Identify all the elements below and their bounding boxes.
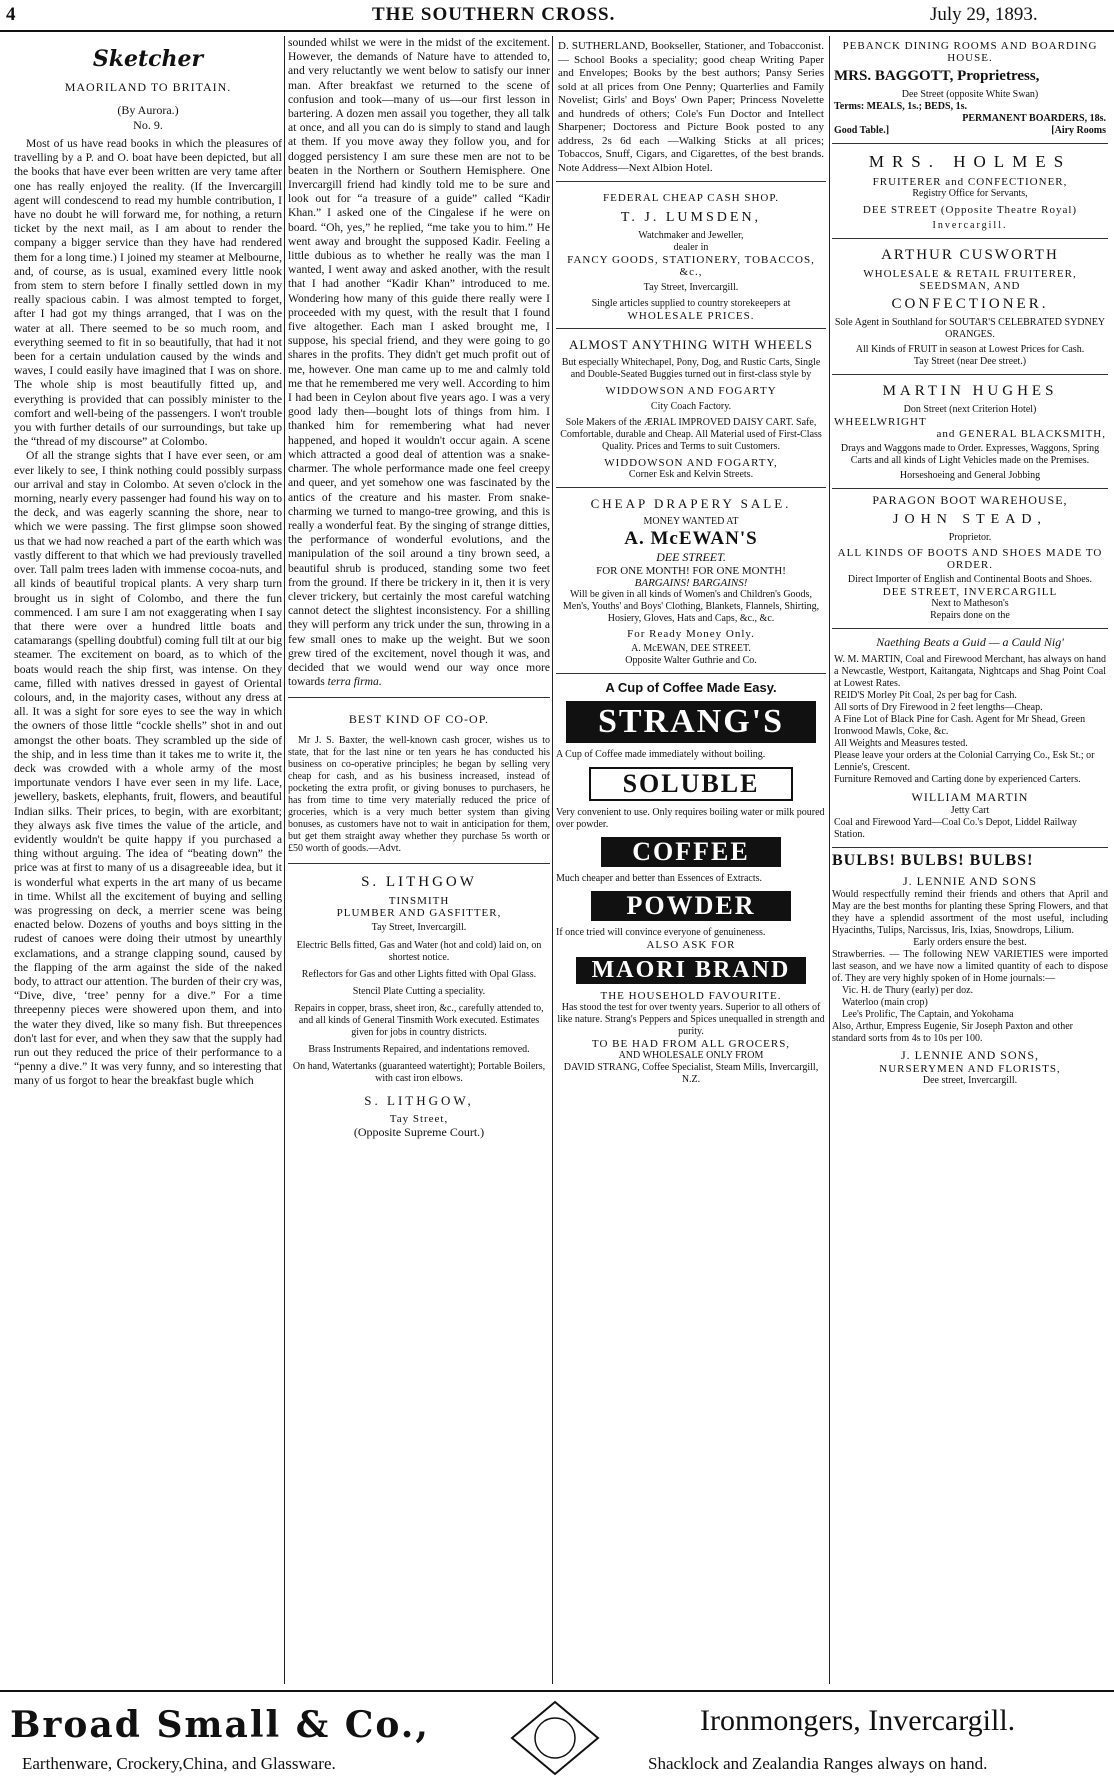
david-strang: DAVID STRANG, Coffee Specialist, Steam Mills, Invercargill, N.Z.	[563, 1062, 819, 1085]
cusworth-name: ARTHUR CUSWORTH	[881, 247, 1059, 263]
naething-heading: Naething Beats a Guid — a Cauld Nig'	[876, 635, 1064, 649]
stead-repairs: Repairs done on the	[930, 610, 1010, 621]
hughes-address: Don Street (next Criterion Hotel)	[903, 404, 1037, 415]
lumsden-prices: WHOLESALE PRICES.	[627, 310, 755, 322]
hughes-trade: WHEELWRIGHT	[834, 416, 927, 428]
jetty-cart: Jetty Cart	[950, 805, 990, 816]
coffee-line: Very convenient to use. Only requires boiling water or milk poured over powder.	[556, 807, 825, 830]
lithgow-line: Stencil Plate Cutting a speciality.	[352, 986, 486, 998]
dee-street: DEE STREET.	[656, 550, 726, 564]
mcewan-name: A. McEWAN'S	[624, 528, 758, 549]
baggott-name: MRS. BAGGOTT, Proprietress,	[834, 68, 1040, 84]
article-number: No. 9.	[133, 118, 163, 132]
early-orders: Early orders ensure the best.	[913, 937, 1027, 948]
widdowson-advert	[556, 329, 826, 488]
column-rule	[829, 36, 830, 1684]
earthenware-line: Earthenware, Crockery,China, and Glassware.	[22, 1754, 336, 1773]
issue-date: July 29, 1893.	[930, 4, 1038, 25]
baggott-terms: Terms: MEALS, 1s.; BEDS, 1s.	[834, 101, 967, 112]
column-2	[288, 36, 550, 1684]
widdowson-text: Sole Makers of the ÆRIAL IMPROVED DAISY CART. Safe, Comfortable, durable and Cheap. All Material used of First-Class Quality. Prices and Terms to suit Customers.	[560, 417, 822, 452]
lithgow-opposite: (Opposite Supreme Court.)	[353, 1125, 485, 1140]
coal-yard: Coal and Firewood Yard—Coal Co.'s Depot, Liddel Railway Station.	[834, 817, 1077, 840]
lennie-text: Would respectfully remind their friends and others that April and May are the best months for planting these Spring Flowers, and that they have a splendid assortment of the most useful, including Hyacinths, Tulips, Narcissus, Iris, Ixias, Snowdrops, Lilium.	[832, 889, 1108, 936]
holmes-registry: Registry Office for Servants,	[912, 188, 1028, 199]
article-paragraph: Most of us have read books in which the pleasures of travelling by a P. and O. boat have been depicted, but all the books that have ever been written are very tame after one has really enjoyed the reality. (If the Invercargill agent will condescend to read my humble contribution, I have no doubt he will forward me, for nothing, a return ticket by the next mail, as I am about to render the company a bigger service than they have had rendered them for a long time.) I joined my steamer at Melbourne, and, of course, as is usual, examined every little nook from stem to stern before I finally settled down in my really spacious cabin. I was almost tempted to forget, after I had got my things arranged, that I was on the water at all. There seemed to be so much room, and everything seemed to fit in so beautifully, that had it not been for a certain undulation caused by the winds and waves, I could easily have imagined that I was on shore. The whole ship is most beautifully fitted up, and everything is provided that can possibly minister to the comfort and well-being of the passengers. I won't trouble you with further details of our surroundings, but take up the “thread of my discourse” at Colombo.	[14, 137, 282, 449]
also-ask: ALSO ASK FOR	[646, 939, 736, 951]
footer-advert	[0, 1690, 1114, 1786]
martin-coal-text: W. M. MARTIN, Coal and Firewood Merchant, has always on hand a Newcastle, Westport, Kaitangata, Nightcaps and Shag Point Coal at Lowest Rates.	[834, 654, 1106, 689]
column-rule	[552, 36, 553, 1684]
good-table: Good Table.]	[834, 125, 890, 136]
lithgow-signature: S. LITHGOW,	[364, 1093, 474, 1109]
coffee-line: Has stood the test for over twenty years. Superior to all others of like nature. Strang's Peppers and Spices unequalled in strength and purity.	[557, 1002, 825, 1037]
sutherland-advert	[556, 36, 826, 182]
black-pine: A Fine Lot of Black Pine for Cash. Agent for Mr Shead, Green Ironwood Mawls, Coke, &c.	[834, 714, 1086, 737]
one-month: FOR ONE MONTH! FOR ONE MONTH!	[596, 565, 786, 577]
article-paragraph-end: terra firma.	[327, 675, 382, 689]
lithgow-line: On hand, Watertanks (guaranteed watertight); Portable Boilers, with cast iron elbows.	[292, 1061, 546, 1085]
page-header	[0, 0, 1114, 32]
holmes-address: DEE STREET (Opposite Theatre Royal)	[862, 204, 1078, 216]
column-4	[832, 36, 1108, 1684]
cusworth-advert	[832, 239, 1108, 375]
ironmongers-line: Ironmongers, Invercargill.	[700, 1704, 1016, 1737]
holmes-town: Invercargill.	[932, 220, 1008, 231]
lithgow-address: Tay Street, Invercargill.	[371, 922, 467, 934]
nurserymen: NURSERYMEN AND FLORISTS,	[879, 1063, 1061, 1075]
cusworth-address: Tay Street (near Dee street.)	[913, 356, 1027, 367]
shacklock-line: Shacklock and Zealandia Ranges always on hand.	[648, 1754, 988, 1773]
grocers: TO BE HAD FROM ALL GROCERS,	[591, 1038, 791, 1050]
strangs-banner: STRANG'S	[566, 701, 816, 743]
lumsden-trade: Watchmaker and Jeweller,	[638, 230, 744, 241]
strawberry-variety: Vic. H. de Thury (early) per doz.	[842, 985, 974, 996]
ready-money: For Ready Money Only.	[627, 628, 755, 640]
lithgow-street: Tay Street,	[389, 1113, 449, 1126]
lumsden-dealer: dealer in	[673, 242, 709, 253]
hughes-shoeing: Horseshoeing and General Jobbing	[899, 470, 1041, 481]
baggott-advert	[832, 36, 1108, 144]
mcewan-opposite: Opposite Walter Guthrie and Co.	[625, 655, 757, 666]
cusworth-fruit: All Kinds of FRUIT in season at Lowest Prices for Cash.	[855, 344, 1085, 355]
stead-advert	[832, 489, 1108, 629]
coop-title: BEST KIND OF CO-OP.	[348, 712, 490, 727]
stead-import: Direct Importer of English and Continental Boots and Shoes.	[847, 574, 1093, 585]
cusworth-confectioner: CONFECTIONER.	[891, 296, 1049, 312]
paxton: Also, Arthur, Empress Eugenie, Sir Joseph Paxton and other standard sorts from 4s to 10s per 100.	[832, 1021, 1073, 1044]
newspaper-title: THE SOUTHERN CROSS.	[372, 4, 616, 25]
maori-brand-banner: MAORI BRAND	[576, 957, 806, 984]
hughes-trade2: and GENERAL BLACKSMITH,	[936, 428, 1106, 440]
widdowson-name: WIDDOWSON AND FOGARTY	[605, 385, 777, 397]
strawberries: Strawberries. — The following NEW VARIETIES were imported last season, and we have now a limited quantity of each to dispose of. They are very highly spoken of in Home journals:—	[832, 949, 1108, 984]
lithgow-line: Electric Bells fitted, Gas and Water (hot and cold) laid on, on shortest notice.	[296, 940, 542, 964]
coffee-line: If once tried will convince everyone of genuineness.	[556, 927, 766, 938]
holmes-trade: FRUITERER and CONFECTIONER,	[872, 176, 1068, 188]
almost-text: But especially Whitechapel, Pony, Dog, and Rustic Carts, Single and Double-Seated Buggies turned out in first-class style by	[561, 357, 821, 380]
hughes-text: Drays and Waggons made to Order. Expresses, Waggons, Spring Carts and all kinds of Light Vehicles made on the Premises.	[840, 443, 1100, 466]
column-rule	[284, 36, 285, 1684]
strang-coffee-advert	[556, 680, 826, 1086]
coffee-line: Much cheaper and better than Essences of Extracts.	[556, 873, 763, 884]
bargains: BARGAINS! BARGAINS!	[634, 577, 748, 589]
page-number: 4	[6, 4, 16, 25]
drapery-text: Will be given in all kinds of Women's and Children's Goods, Men's, Youths' and Boys' Clothing, Blankets, Flannels, Shirting, Hosiery, Gloves, Hats and Caps, &c., &c.	[562, 589, 820, 624]
soluble-banner: SOLUBLE	[589, 767, 793, 801]
stead-text: ALL KINDS OF BOOTS AND SHOES MADE TO ORDER.	[837, 547, 1103, 571]
lumsden-note: Single articles supplied to country storekeepers at	[591, 298, 791, 309]
lennie-signature: J. LENNIE AND SONS,	[900, 1048, 1039, 1062]
paragon-title: PARAGON BOOT WAREHOUSE,	[872, 493, 1068, 507]
baggott-permanent: PERMANENT BOARDERS, 18s.	[962, 113, 1106, 124]
coffee-line: A Cup of Coffee made immediately without boiling.	[556, 749, 766, 760]
cusworth-seeds: SEEDSMAN, AND	[919, 280, 1021, 292]
sutherland-text: D. SUTHERLAND, Bookseller, Stationer, and Tobacconist. — School Books a speciality; good cheap Writing Paper and Envelopes; Books by the best authors; Pansy Series sold at all prices from One Penny; Quarterlies and Family Novelist; Girls' and Boys' Own Paper; Princess Novelette and hundreds of others; Cole's Fun Doctor and Intellect Sharpener; Doctoress and Picture Book posted to any address, 2s 6d each —Walking Sticks at all prices; Tobaccos, Snuff, Cigars, and Cigarettes, of the best brands. Note Address—Next Albion Hotel.	[558, 40, 824, 174]
article-title: MAORILAND TO BRITAIN.	[64, 80, 232, 94]
article-paragraph: sounded whilst we were in the midst of the excitement. However, the demands of Nature have to attended to, and very reluctantly we went below to satisfy our inner man. After breakfast we returned to the scene of confusion and took—many of us—our first lesson in bartering. A dozen men assail you together, they all talk at once, and all you can do is simply to stand and laugh at them. If you move away they follow you, and for dogged persistency I am sure these men are not to be beaten in the Northern or Southern Hemisphere. One Invercargill friend had kindly told me to be sure and look out for “a treasure of a guide” called “Kadir Khan.” I asked one of the Cingalese if he were on board. “Oh, yes,” he replied, “me take you to him.” He went away and brought the supposed Kadir. Feeling a little dubious as to whether he really was the man I wanted, I went away and asked another, with the result that I had another “Kadir Khan” introduced to me. Wondering how many of this guide there really were I proceeded with my quest, with the result that I found five altogether. Each man I asked brought me, I suppose, his special friend, and they were going to go shares in the profits. They didn't get much profit out of me, however. One man came up to me and calmly told me that he remembered me very well. According to him I had been in Ceylon about five years ago. I was a very good lady then—bought lots of things from him. I thanked him for remembering what had never happened, and hoped it wouldn't occur again. A scene which attracted a good deal of attention was a snake-charmer. The whole performance made one feel creepy and queer, and yet somehow one was fascinated by the antics of the creature and his master. From snake-charming we turned to mango-tree growing, and this is really a wonderful feat. By the singing of strange ditties, the performance of wonderful evolutions, and the manipulation of the soil around a tiny brown seed, a beautiful shrub is produced, standing some two feet from the ground. If there be trickery in it, then it is very clever trickery, but certainly the most careful watching cannot detect the slightest inconsistency. For a shilling they will perform any trick under the sun, throwing in a few small ones to make up the weight. But we soon grew tired of the excitement, novel though it was, and decided that we would wend our way once more towards	[288, 36, 550, 689]
hughes-name: MARTIN HUGHES	[882, 383, 1058, 399]
column-1	[14, 36, 282, 1684]
drapery-title: CHEAP DRAPERY SALE.	[590, 496, 792, 511]
strawberry-variety: Lee's Prolific, The Captain, and Yokohama	[842, 1009, 1014, 1020]
almost-title: ALMOST ANYTHING WITH WHEELS	[568, 337, 813, 352]
bulbs-title: BULBS! BULBS! BULBS!	[832, 852, 1034, 869]
lithgow-line: Brass Instruments Repaired, and indentations removed.	[308, 1044, 530, 1056]
drapery-money: MONEY WANTED AT	[643, 516, 739, 527]
article-paragraph: Of all the strange sights that I have ever seen, or am ever likely to see, I think nothing could possibly surpass our arrival and stay in Colombo. At seven o'clock in the morning, nearly every passenger had found his way on to the deck, and was eagerly scanning the shore, near to which we were passing. The first glimpse soon showed us that we had now reached a part of the earth which was vastly different to that which we had previously travelled over. Tall palm trees laden with immense cocoa-nuts, and all kinds of beautiful tropical plants. A very sharp turn brought us in sight of Colombo, and there the fun commenced. I am sure I am not exaggerating when I say that there were over a hundred little boats and catamarangs (spelling doubtful) coming full tilt at our big steamer. The excitement on board, as to which of the boats would reach the ship first, was intense. On they came, filled with natives dressed in gayest of Oriental colours, and, in the majority cases, without any dress at all. It was a sight for sore eyes to see the way in which the owners of those little “cockle shells” shot in and out amongst the other boats. They scrambled up the side of the ship, and in less time than it takes me to write it, the deck was crowded with a whole army of the most importunate vendors I have ever seen in my life. Lace, jewellery, baskets, elephants, fruit, flowers, and beautiful Indian silks. Their prices, to begin, with are exorbitant; they always ask five times the value of the article, and evidently wouldn't be quite happy if you purchased a thing without arguing. The idea of “beating down” the price was at first to many of us a disagreeable idea, but it is wonderful what experts in the art many of us became in time. Whilst all the excitement of buying and selling was progressing on deck, a merrier scene was being enacted below. Dozens of youths and boys sitting in the rudest of canoes were doing their utmost by unearthly exclamations, and a strange clapping sound, caused by the flapping of the arm against the side of the naked body, to attract our attention. The burden of their cry was, “Dive, dive, ‘tree’ penny for a dive.” For a time threepenny pieces were showered upon them, and into the water they dived, like so many fish. But threepences don't last for ever, and when they saw that the supply had run out they reduced the price of their performance to a “penny a dive.” It was very funny, and so interesting that many of us forgot to hear the breakfast bugle which	[14, 449, 282, 1088]
mcewan-signature: A. McEWAN, DEE STREET.	[631, 643, 751, 654]
lennie-name: J. LENNIE AND SONS	[902, 874, 1037, 888]
hughes-advert	[832, 375, 1108, 489]
lumsden-name: T. J. LUMSDEN,	[620, 210, 762, 225]
lumsden-address: Tay Street, Invercargill.	[643, 282, 739, 293]
stead-name: JOHN STEAD,	[893, 512, 1047, 527]
stead-proprietor: Proprietor.	[948, 532, 992, 543]
holmes-advert	[832, 144, 1108, 239]
orders: Please leave your orders at the Colonial Carrying Co., Esk St.; or Lennie's, Crescent.	[834, 750, 1095, 773]
lennie-advert	[832, 852, 1108, 1087]
cusworth-agent: Sole Agent in Southland for SOUTAR'S CELEBRATED SYDNEY ORANGES.	[834, 317, 1106, 340]
martin-coal-advert	[832, 629, 1108, 848]
coffee-banner: COFFEE	[601, 837, 781, 867]
weights: All Weights and Measures tested.	[834, 738, 968, 749]
wholesale: AND WHOLESALE ONLY FROM	[618, 1050, 764, 1061]
lennie-address: Dee street, Invercargill.	[922, 1075, 1018, 1086]
cusworth-trade: WHOLESALE & RETAIL FRUITERER,	[863, 268, 1077, 280]
lithgow-trade: PLUMBER AND GASFITTER,	[336, 907, 502, 920]
firewood: All sorts of Dry Firewood in 2 feet lengths—Cheap.	[834, 702, 1043, 713]
mcewan-advert	[556, 488, 826, 674]
lithgow-trade: TINSMITH	[388, 895, 450, 908]
bsc-logo-icon	[510, 1700, 600, 1776]
lumsden-advert	[556, 182, 826, 329]
lithgow-line: Repairs in copper, brass, sheet iron, &c., carefully attended to, and all kinds of General Tinsmith Work executed. Estimates given for jobs in country districts.	[294, 1003, 544, 1039]
stead-address: DEE STREET, INVERCARGILL	[882, 586, 1058, 598]
holmes-name: MRS. HOLMES	[868, 152, 1072, 171]
pbanck-title: PEBANCK DINING ROOMS AND BOARDING HOUSE.	[842, 40, 1098, 64]
widdowson-name: WIDDOWSON AND FOGARTY,	[604, 457, 778, 469]
lithgow-line: Reflectors for Gas and other Lights fitted with Opal Glass.	[301, 969, 537, 981]
lithgow-name: S. LITHGOW	[361, 874, 477, 891]
article-continuation	[288, 36, 550, 689]
section-title: Sketcher	[92, 46, 204, 72]
broad-small-name: Broad Small & Co.,	[10, 1704, 430, 1746]
household-favourite: THE HOUSEHOLD FAVOURITE.	[600, 990, 782, 1002]
stead-next: Next to Matheson's	[931, 598, 1009, 609]
powder-banner: POWDER	[591, 891, 791, 921]
column-3	[556, 36, 826, 1684]
byline: (By Aurora.)	[117, 103, 179, 117]
lumsden-goods: FANCY GOODS, STATIONERY, TOBACCOS, &c.,	[567, 254, 815, 278]
reids-coal: REID'S Morley Pit Coal, 2s per bag for Cash.	[834, 690, 1017, 701]
coffee-title: A Cup of Coffee Made Easy.	[605, 680, 777, 695]
furniture: Furniture Removed and Carting done by experienced Carters.	[834, 774, 1081, 785]
william-martin: WILLIAM MARTIN	[911, 790, 1029, 804]
coop-advert: Mr J. S. Baxter, the well-known cash grocer, wishes us to state, that for the last nine or ten years he has conducted his business on co-operative principles; he began by selling very cheap for cash, and as his business increased, instead of pocketing the extra profit, or giving bonuses to purchasers, he has from time to time very materially reduced the price of groceries, which is a very much better system than giving bonuses, as customers have not to wait in anticipation for them, but get them straight away whether they purchase 5s worth or £50 worth of goods.—Advt.	[288, 735, 550, 855]
federal-title: FEDERAL CHEAP CASH SHOP.	[603, 192, 779, 204]
baggott-address: Dee Street (opposite White Swan)	[901, 89, 1039, 100]
widdowson-address: Corner Esk and Kelvin Streets.	[628, 469, 754, 480]
strawberry-variety: Waterloo (main crop)	[842, 997, 928, 1008]
widdowson-factory: City Coach Factory.	[650, 401, 732, 412]
airy-rooms: [Airy Rooms	[1051, 125, 1106, 136]
